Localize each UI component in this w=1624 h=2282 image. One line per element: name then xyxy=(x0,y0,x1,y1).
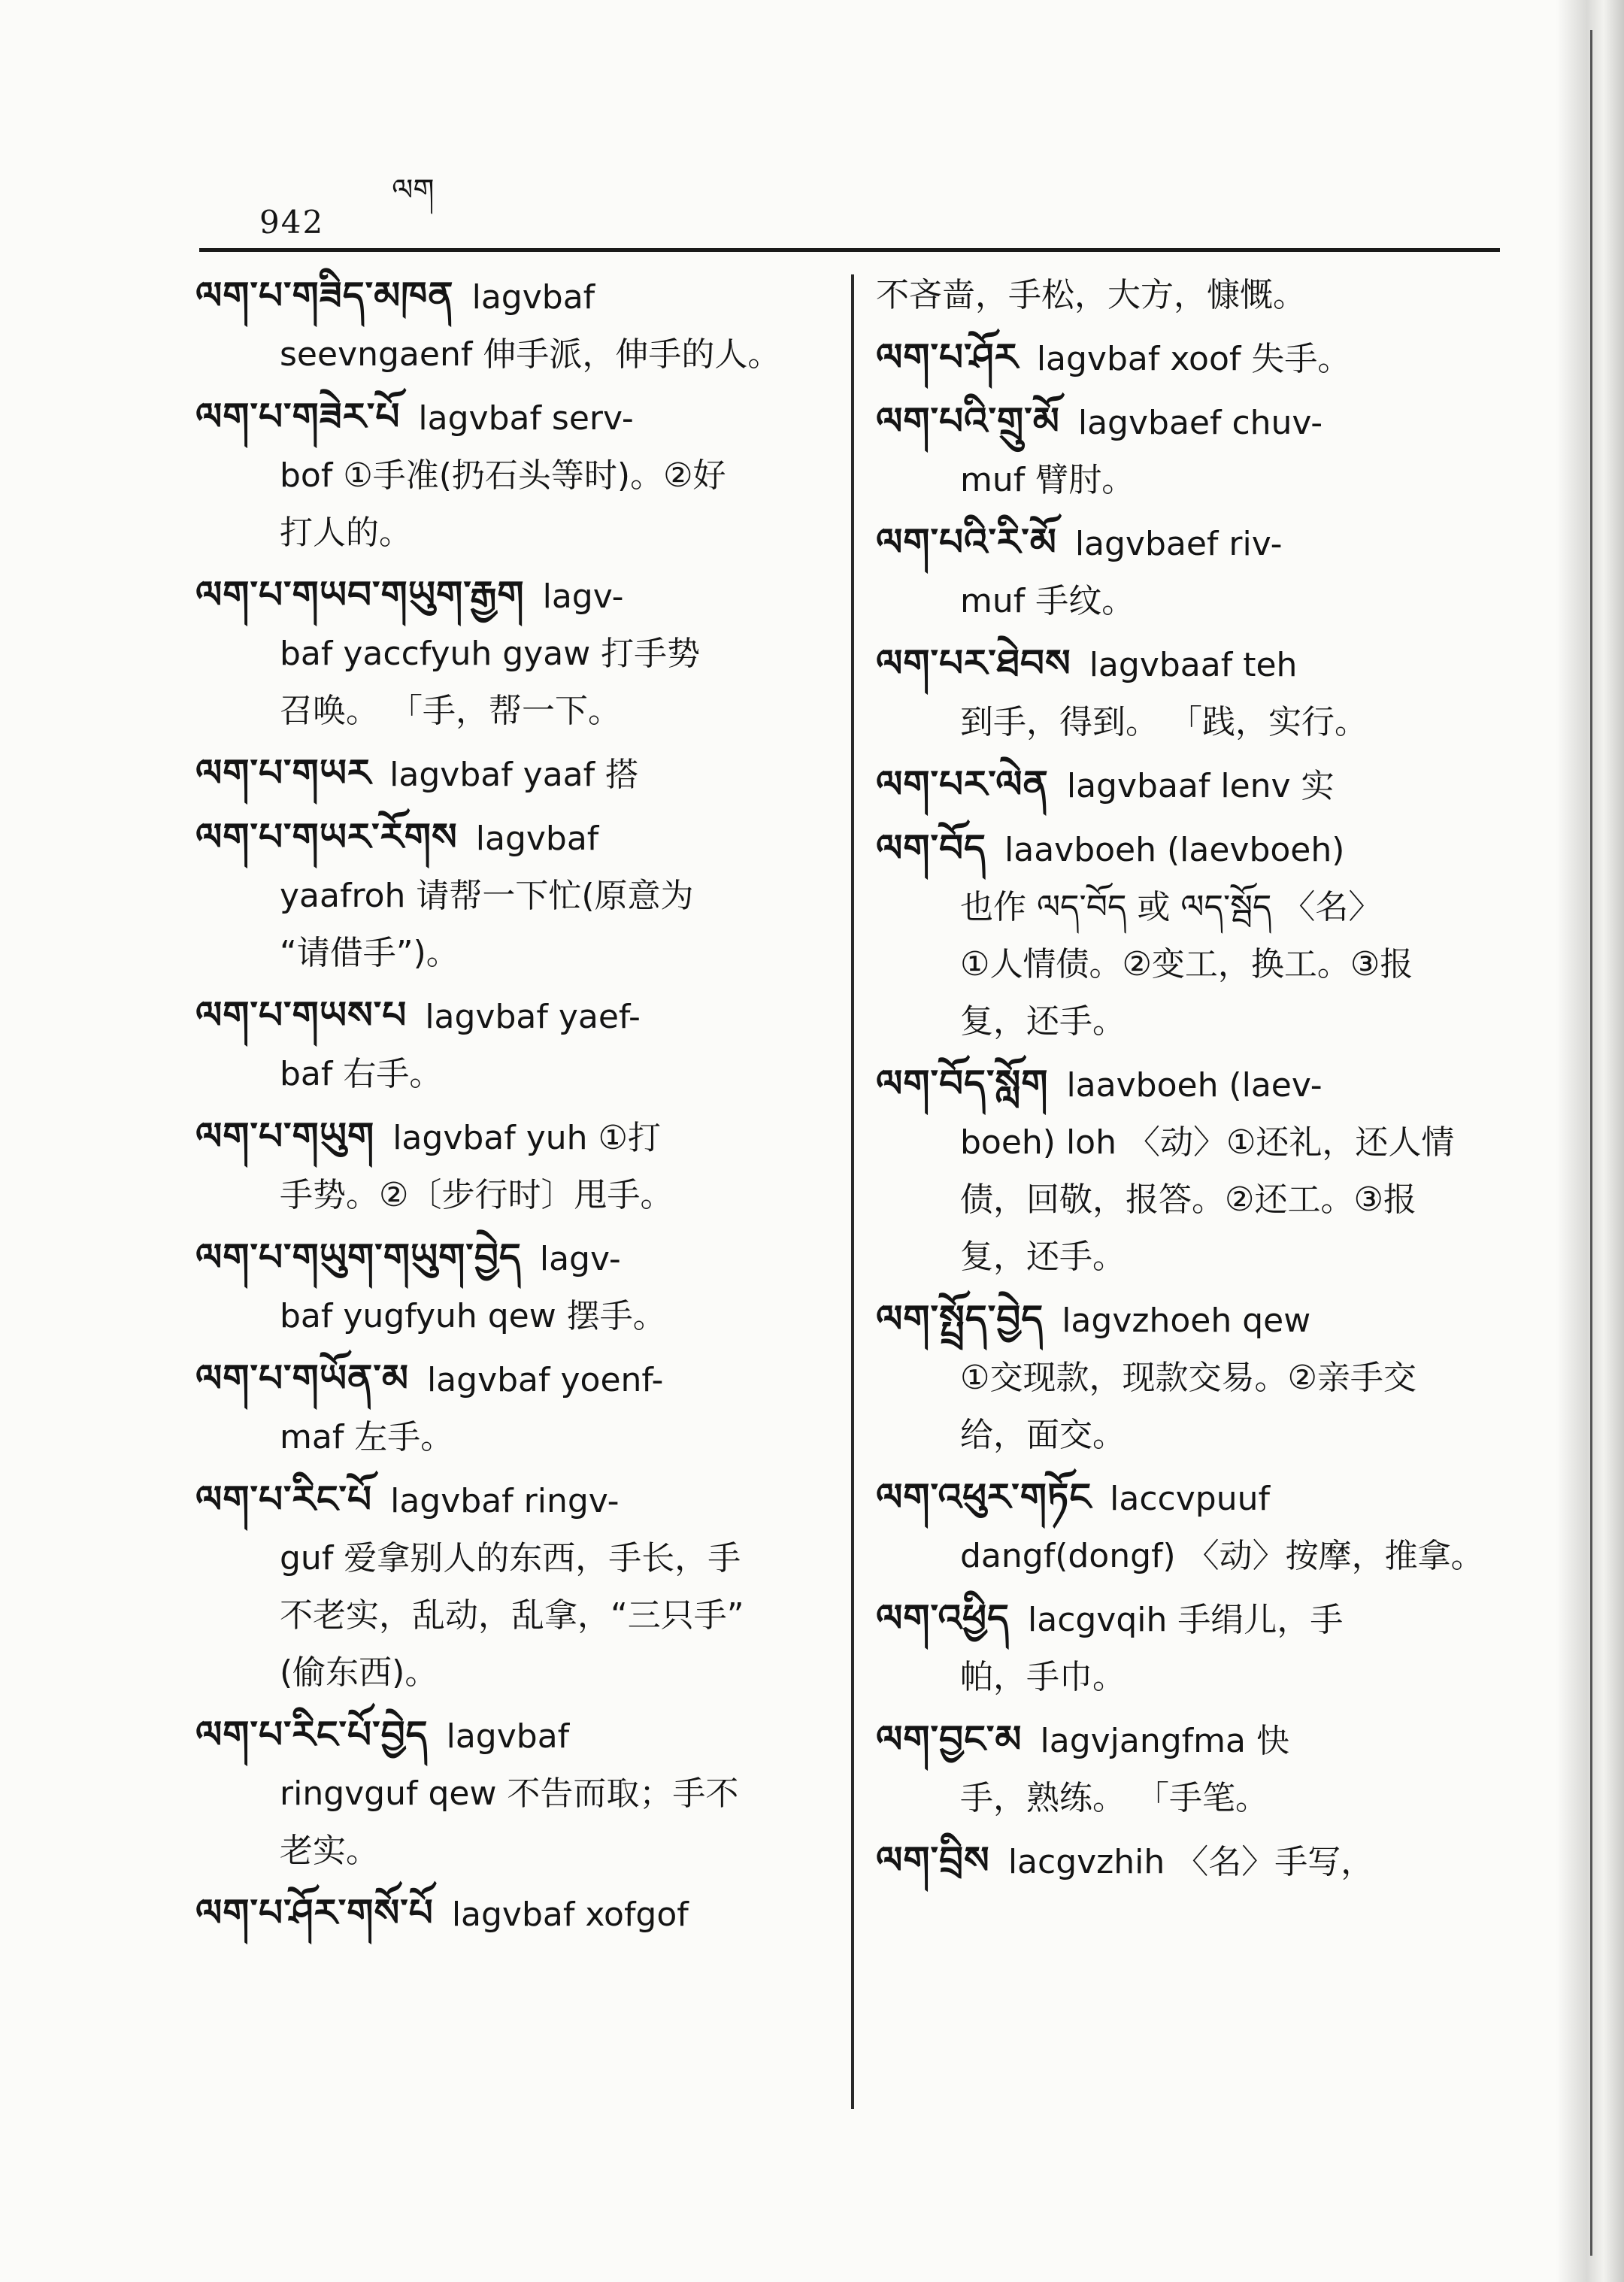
entry-first-line xyxy=(195,267,827,326)
headword: ལག་པ་གཡར་རོགས xyxy=(195,815,458,859)
dictionary-entry xyxy=(195,566,827,740)
entry-continuation-line xyxy=(876,1114,1500,1171)
entry-text: yaafroh 请帮一下忙(原意为 xyxy=(280,877,694,915)
entry-text: lagvbaaf lenv 实 xyxy=(1066,767,1335,805)
headword: ལག་པ་གཡུག xyxy=(195,1114,375,1158)
entry-continuation-line xyxy=(195,1409,827,1466)
entry-first-line xyxy=(876,1468,1500,1528)
headword: ལག་པ་གཡར xyxy=(195,751,372,795)
dictionary-entry xyxy=(195,808,827,982)
entry-continuation-line xyxy=(876,694,1500,751)
entry-text: 不吝啬，手松，大方，慷慨。 xyxy=(876,276,1306,314)
dictionary-entry xyxy=(876,514,1500,630)
headword: ལག་པར་ཐེབས xyxy=(876,641,1071,685)
entry-first-line xyxy=(876,1290,1500,1350)
entry-text: ringvguf qew 不告而取；手不 xyxy=(280,1774,739,1813)
entry-continuation-line xyxy=(876,1528,1500,1585)
entry-first-line xyxy=(876,329,1500,388)
entry-continuation-line xyxy=(876,1770,1500,1827)
entry-continuation-line xyxy=(195,326,827,383)
entry-first-line xyxy=(876,392,1500,452)
dictionary-entry xyxy=(195,744,827,804)
entry-text: lagvjangfma 快 xyxy=(1040,1722,1289,1760)
dictionary-entry xyxy=(876,329,1500,388)
left-column xyxy=(195,267,827,1948)
entry-continuation-line xyxy=(876,1171,1500,1229)
headword: ལག་པ་གཟེར་པོ xyxy=(195,395,401,438)
dictionary-entry xyxy=(876,1290,1500,1464)
entry-continuation-line xyxy=(195,1167,827,1224)
entry-text: lagvbaf xoof 失手。 xyxy=(1036,340,1351,378)
entry-text: “请借手”)。 xyxy=(280,934,459,972)
entry-text: lagvbaf yoenf- xyxy=(426,1361,664,1399)
entry-continuation-line xyxy=(195,1046,827,1103)
entry-continuation-line xyxy=(195,626,827,683)
entry-text: baf 右手。 xyxy=(280,1055,443,1093)
headword: ལག་པ་ཤོར་གསོ་པོ xyxy=(195,1891,434,1935)
entry-text: lagv- xyxy=(539,1240,621,1278)
dictionary-entry xyxy=(876,635,1500,751)
entry-first-line xyxy=(876,1590,1500,1649)
headword: ལག་བྲིས xyxy=(876,1838,990,1882)
entry-first-line xyxy=(195,566,827,626)
entry-continuation-line xyxy=(876,1407,1500,1464)
entry-first-line xyxy=(876,267,1500,324)
headword: ལག་པར་ལེན xyxy=(876,762,1049,806)
entry-text: lagvbaaf teh xyxy=(1089,646,1298,684)
entry-first-line xyxy=(195,1706,827,1765)
headword: ལག་པ་ཤོར xyxy=(876,335,1019,379)
entry-first-line xyxy=(876,756,1500,815)
entry-text: lagvbaf xofgof xyxy=(451,1896,689,1934)
entry-text: boeh) loh 〈动〉①还礼，还人情 xyxy=(960,1123,1455,1162)
headword: ལག་པ་གཟིད་མཁན xyxy=(195,274,454,317)
entry-first-line xyxy=(195,1350,827,1409)
entry-text: 复，还手。 xyxy=(960,1238,1126,1276)
entry-first-line xyxy=(195,1229,827,1288)
entry-first-line xyxy=(195,744,827,804)
entry-text: 手势。②〔步行时〕甩手。 xyxy=(280,1176,674,1214)
entry-text: 给，面交。 xyxy=(960,1416,1126,1454)
entry-text: lagvbaf serv- xyxy=(418,399,634,438)
entry-text: 打人的。 xyxy=(280,514,412,552)
entry-text: lacgvqih 手绢儿，手 xyxy=(1028,1601,1344,1639)
entry-continuation-line xyxy=(876,936,1500,993)
entry-first-line xyxy=(195,808,827,868)
dictionary-entry xyxy=(195,1229,827,1345)
column-divider xyxy=(851,274,854,2109)
entry-continuation-line xyxy=(876,993,1500,1050)
entry-text: 老实。 xyxy=(280,1832,379,1870)
dictionary-entry xyxy=(876,267,1500,324)
binding-line xyxy=(1590,30,1592,2256)
entry-text: baf yugfyuh qew 摆手。 xyxy=(280,1297,666,1335)
entry-continuation-line xyxy=(876,573,1500,630)
running-head: ལག xyxy=(392,173,435,208)
right-column xyxy=(876,267,1500,1896)
entry-text: muf 臂肘。 xyxy=(960,461,1135,499)
entry-text: lagvbaf yaaf 搭 xyxy=(389,756,639,794)
entry-continuation-line xyxy=(876,1229,1500,1286)
dictionary-entry xyxy=(195,1706,827,1880)
entry-text: 召唤。 「手，帮一下。 xyxy=(280,692,621,730)
entry-text: ①交现款，现款交易。②亲手交 xyxy=(960,1359,1416,1397)
entry-continuation-line xyxy=(195,505,827,562)
dictionary-entry xyxy=(876,392,1500,509)
entry-first-line xyxy=(876,1711,1500,1770)
entry-text: guf 爱拿别人的东西，手长，手 xyxy=(280,1539,741,1577)
headword: ལག་པའི་རི་མོ xyxy=(876,520,1057,564)
dictionary-entry xyxy=(195,1884,827,1944)
entry-text: dangf(dongf) 〈动〉按摩，推拿。 xyxy=(960,1537,1484,1575)
entry-text: maf 左手。 xyxy=(280,1418,454,1456)
entry-text: lagvbaf xyxy=(446,1717,570,1756)
entry-continuation-line xyxy=(195,868,827,925)
entry-text: lagvzhoeh qew xyxy=(1062,1302,1311,1340)
dictionary-entry xyxy=(876,1468,1500,1585)
headword: ལག་པ་རིང་པོ xyxy=(195,1477,373,1521)
entry-text: lagvbaef riv- xyxy=(1074,525,1283,563)
page-header xyxy=(259,173,435,241)
entry-continuation-line xyxy=(195,1530,827,1587)
entry-text: lagv- xyxy=(542,577,624,616)
entry-continuation-line xyxy=(876,452,1500,509)
entry-text: lagvbaf yuh ①打 xyxy=(392,1119,661,1157)
entry-text: 不老实，乱动，乱拿，“三只手” xyxy=(280,1596,744,1635)
scan-edge-shadow xyxy=(1556,0,1624,2282)
headword: ལག་བོད་སློག xyxy=(876,1062,1049,1105)
entry-text: 也作 ལད་བོད 或 ལད་སྦོད 〈名〉 xyxy=(960,888,1382,926)
entry-first-line xyxy=(876,514,1500,573)
entry-text: bof ①手准(扔石头等时)。②好 xyxy=(280,456,726,495)
entry-first-line xyxy=(195,986,827,1046)
dictionary-entry xyxy=(876,1590,1500,1706)
entry-text: laavboeh (laev- xyxy=(1066,1066,1323,1105)
entry-text: (偷东西)。 xyxy=(280,1653,438,1692)
entry-continuation-line xyxy=(195,447,827,505)
entry-first-line xyxy=(876,1055,1500,1114)
headword: ལག་འཕྱིད xyxy=(876,1596,1010,1640)
entry-first-line xyxy=(195,388,827,447)
entry-continuation-line xyxy=(195,1288,827,1345)
entry-text: laavboeh (laevboeh) xyxy=(1004,831,1345,869)
headword: ལག་པའི་གྲུ་མོ xyxy=(876,399,1060,443)
entry-text: seevngaenf 伸手派，伸手的人。 xyxy=(280,335,781,374)
headword: ལག་སྤྲོད་བྱེད xyxy=(876,1297,1044,1341)
entry-continuation-line xyxy=(195,1765,827,1823)
entry-text: 手，熟练。 「手笔。 xyxy=(960,1779,1268,1817)
entry-first-line xyxy=(876,1832,1500,1891)
entry-text: lacgvzhih 〈名〉手写， xyxy=(1007,1843,1374,1881)
dictionary-entry xyxy=(195,1350,827,1466)
entry-text: ①人情债。②变工，换工。③报 xyxy=(960,945,1413,983)
entry-continuation-line xyxy=(876,1350,1500,1407)
dictionary-entry xyxy=(876,1055,1500,1286)
headword: ལག་བྱང་མ xyxy=(876,1717,1023,1761)
headword: ལག་འཕུར་གཏོང xyxy=(876,1475,1092,1519)
entry-continuation-line xyxy=(195,1644,827,1702)
entry-first-line xyxy=(195,1471,827,1530)
entry-text: 帕，手巾。 xyxy=(960,1658,1126,1696)
entry-continuation-line xyxy=(195,925,827,982)
entry-first-line xyxy=(876,820,1500,879)
dictionary-entry xyxy=(195,986,827,1103)
entry-text: 债，回敬，报答。②还工。③报 xyxy=(960,1180,1416,1219)
entry-continuation-line xyxy=(195,1587,827,1644)
entry-first-line xyxy=(195,1108,827,1167)
headword: ལག་པ་གཡོན་མ xyxy=(195,1356,409,1400)
entry-text: lagvbaf ringv- xyxy=(390,1482,620,1520)
headword: ལག་པ་གཡབ་གཡུག་རྒྱག xyxy=(195,573,525,617)
entry-text: lagvbaf yaef- xyxy=(425,998,641,1036)
dictionary-entry xyxy=(876,1832,1500,1891)
dictionary-entry xyxy=(195,1108,827,1224)
header-rule xyxy=(199,248,1500,252)
entry-text: 到手，得到。 「践，实行。 xyxy=(960,703,1368,741)
entry-first-line xyxy=(876,635,1500,694)
dictionary-entry xyxy=(195,388,827,562)
entry-text: 复，还手。 xyxy=(960,1002,1126,1041)
entry-text: laccvpuuf xyxy=(1110,1480,1270,1518)
dictionary-entry xyxy=(195,267,827,383)
dictionary-entry xyxy=(876,820,1500,1050)
headword: ལག་བོད xyxy=(876,826,986,870)
entry-continuation-line xyxy=(195,1823,827,1880)
entry-text: baf yaccfyuh gyaw 打手势 xyxy=(280,635,701,673)
headword: ལག་པ་རིང་པོ་བྱེད xyxy=(195,1713,429,1756)
entry-continuation-line xyxy=(195,683,827,740)
dictionary-entry xyxy=(876,756,1500,815)
dictionary-entry xyxy=(195,1471,827,1702)
entry-continuation-line xyxy=(876,1649,1500,1706)
entry-first-line xyxy=(195,1884,827,1944)
page-number: 942 xyxy=(259,204,325,241)
headword: ལག་པ་གཡུག་གཡུག་བྱེད xyxy=(195,1235,522,1279)
dictionary-entry xyxy=(876,1711,1500,1827)
headword: ལག་པ་གཡས་པ xyxy=(195,993,408,1037)
entry-text: lagvbaef chuv- xyxy=(1077,404,1323,442)
entry-text: lagvbaf xyxy=(475,820,599,858)
entry-continuation-line xyxy=(876,879,1500,936)
entry-text: lagvbaf xyxy=(471,278,595,317)
entry-text: muf 手纹。 xyxy=(960,582,1135,620)
